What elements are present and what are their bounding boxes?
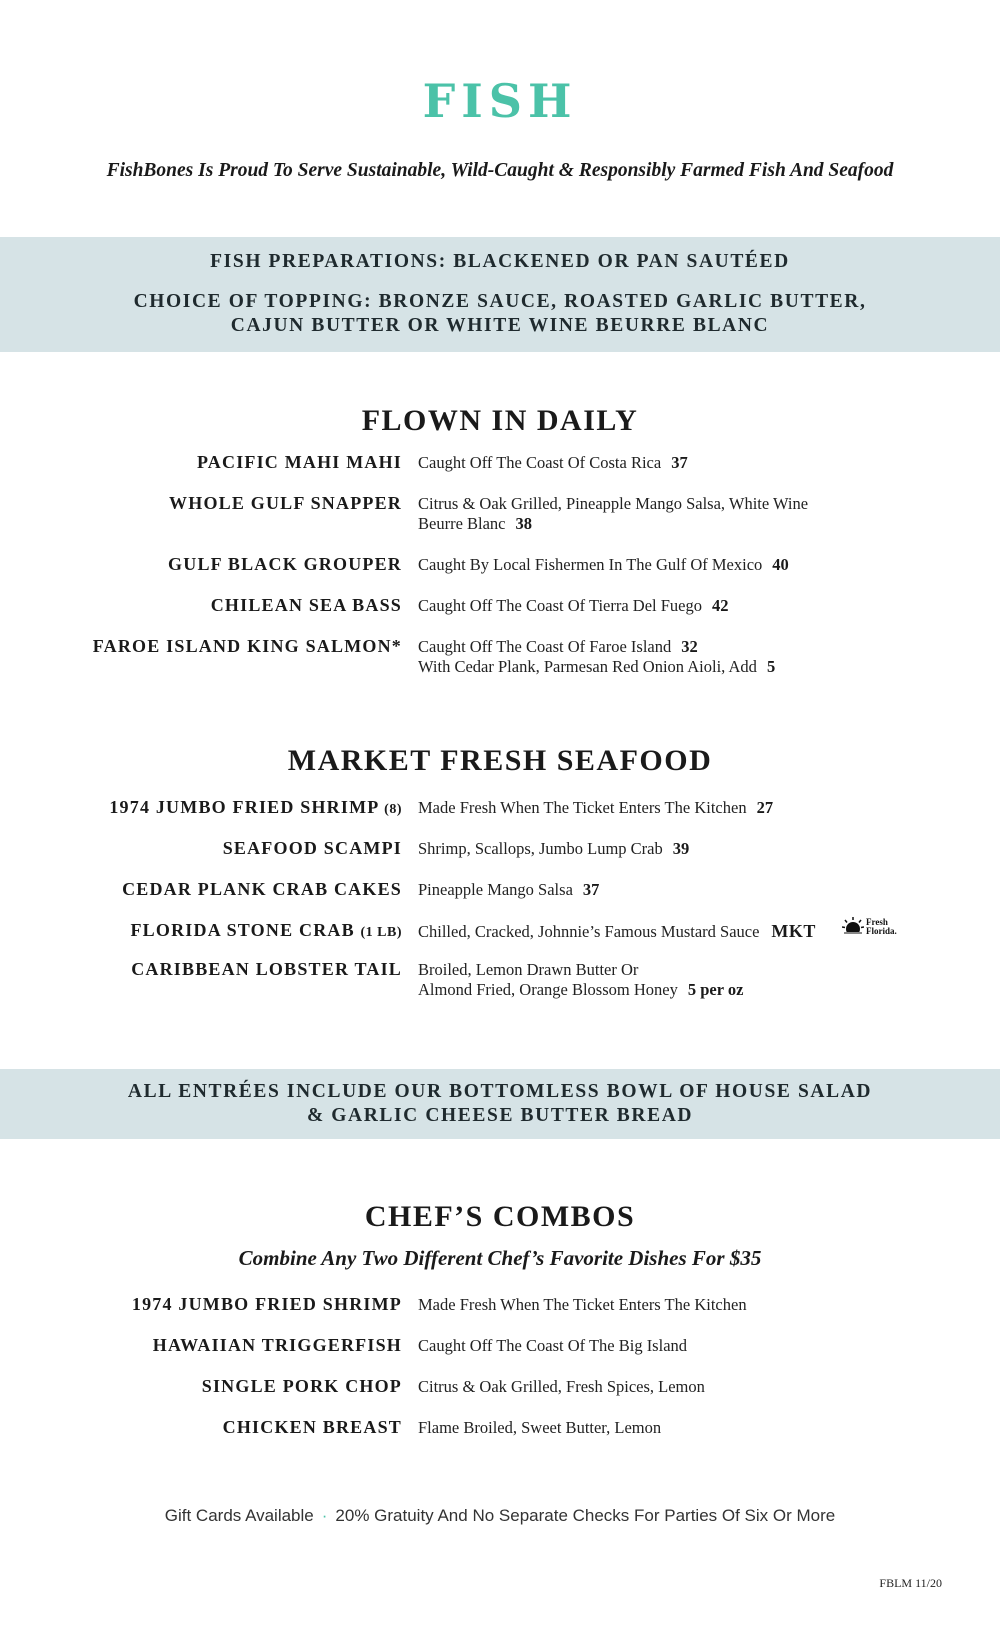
item-description: Citrus & Oak Grilled, Fresh Spices, Lemon <box>418 1377 705 1396</box>
entrees-note: ALL ENTRÉES INCLUDE OUR BOTTOMLESS BOWL OF HOUSE SALAD & GARLIC CHEESE BUTTER BREAD <box>127 1081 873 1126</box>
item-description: Citrus & Oak Grilled, Pineapple Mango Salsa, White Wine Beurre Blanc 38 <box>418 494 809 533</box>
item-description: Flame Broiled, Sweet Butter, Lemon <box>418 1418 662 1437</box>
item-name: FLORIDA STONE CRAB (1 LB) <box>130 920 402 940</box>
item-quantity: (8) <box>384 802 402 817</box>
tagline: FishBones Is Proud To Serve Sustainable, Wild-Caught & Responsibly Farmed Fish And Seafood <box>106 160 894 181</box>
sun-icon <box>842 916 864 938</box>
menu-code: FBLM 11/20 <box>879 1576 942 1590</box>
item-description: Caught Off The Coast Of Faroe Island 32 With Cedar Plank, Parmesan Red Onion Aioli, Add 5 <box>418 637 776 676</box>
item-description: Shrimp, Scallops, Jumbo Lump Crab 39 <box>418 839 690 858</box>
item-description: Made Fresh When The Ticket Enters The Kitchen 27 <box>418 798 774 817</box>
gratuity-note: 20% Gratuity And No Separate Checks For Parties Of Six Or More <box>335 1506 836 1525</box>
item-description: Caught Off The Coast Of Costa Rica 37 <box>418 453 688 472</box>
item-price: MKT <box>771 921 816 941</box>
item-name: CEDAR PLANK CRAB CAKES <box>122 879 402 899</box>
section-title-market-fresh: MARKET FRESH SEAFOOD <box>287 744 713 777</box>
item-price: 42 <box>712 596 729 615</box>
section-title-chefs-combos: CHEF’S COMBOS <box>364 1200 636 1233</box>
item-description: Made Fresh When The Ticket Enters The Kitchen <box>418 1295 747 1314</box>
topping-line <box>0 290 1000 338</box>
item-name: WHOLE GULF SNAPPER <box>169 493 402 513</box>
item-name: FAROE ISLAND KING SALMON* <box>92 636 402 656</box>
item-name: CARIBBEAN LOBSTER TAIL <box>131 959 402 979</box>
item-name: HAWAIIAN TRIGGERFISH <box>152 1335 402 1355</box>
item-description: Caught Off The Coast Of The Big Island <box>418 1336 688 1355</box>
preparations-band <box>0 237 1000 352</box>
footer-note <box>0 1506 1000 1526</box>
item-price: 32 <box>681 637 698 656</box>
entrees-band <box>0 1069 1000 1139</box>
separator-dot: · <box>321 1506 328 1525</box>
item-quantity: (1 LB) <box>360 925 402 940</box>
item-price: 37 <box>582 880 600 899</box>
topping-line-1: CHOICE OF TOPPING: BRONZE SAUCE, ROASTED GARLIC BUTTER, <box>133 291 867 312</box>
topping-line-2: CAJUN BUTTER OR WHITE WINE BEURRE BLANC <box>230 315 770 336</box>
item-price: 37 <box>671 453 688 472</box>
item-name: PACIFIC MAHI MAHI <box>196 452 402 472</box>
item-name: CHICKEN BREAST <box>222 1417 402 1437</box>
logo-text: Fresh Florida. <box>866 917 897 936</box>
section-title-flown-in-daily: FLOWN IN DAILY <box>361 404 639 437</box>
item-name: CHILEAN SEA BASS <box>210 595 402 615</box>
item-name: 1974 JUMBO FRIED SHRIMP <box>131 1294 402 1314</box>
item-name: GULF BLACK GROUPER <box>168 554 402 574</box>
item-name: SINGLE PORK CHOP <box>201 1376 402 1396</box>
item-price: 39 <box>672 839 690 858</box>
combos-subtitle: Combine Any Two Different Chef’s Favorite Dishes For $35 <box>238 1246 762 1270</box>
fresh-from-florida-logo <box>842 915 898 939</box>
page-title: FISH <box>422 74 578 128</box>
item-description: Broiled, Lemon Drawn Butter Or Almond Fried, Orange Blossom Honey 5 per oz <box>418 960 744 999</box>
item-addon-price: 5 <box>766 657 776 676</box>
item-name: SEAFOOD SCAMPI <box>222 838 402 858</box>
item-description: Pineapple Mango Salsa 37 <box>418 880 600 899</box>
item-price: 40 <box>772 555 789 574</box>
item-price: 27 <box>756 798 774 817</box>
preparations-line: FISH PREPARATIONS: BLACKENED OR PAN SAUTÉED <box>210 251 790 272</box>
item-price: 38 <box>515 514 533 533</box>
item-price: 5 per oz <box>687 980 744 999</box>
item-description: Chilled, Cracked, Johnnie’s Famous Mustard Sauce MKT <box>418 921 816 941</box>
item-description: Caught By Local Fishermen In The Gulf Of Mexico 40 <box>418 555 789 574</box>
gift-cards-note: Gift Cards Available <box>164 1506 314 1525</box>
item-description: Caught Off The Coast Of Tierra Del Fuego 42 <box>418 596 729 615</box>
item-name: 1974 JUMBO FRIED SHRIMP (8) <box>109 797 402 817</box>
